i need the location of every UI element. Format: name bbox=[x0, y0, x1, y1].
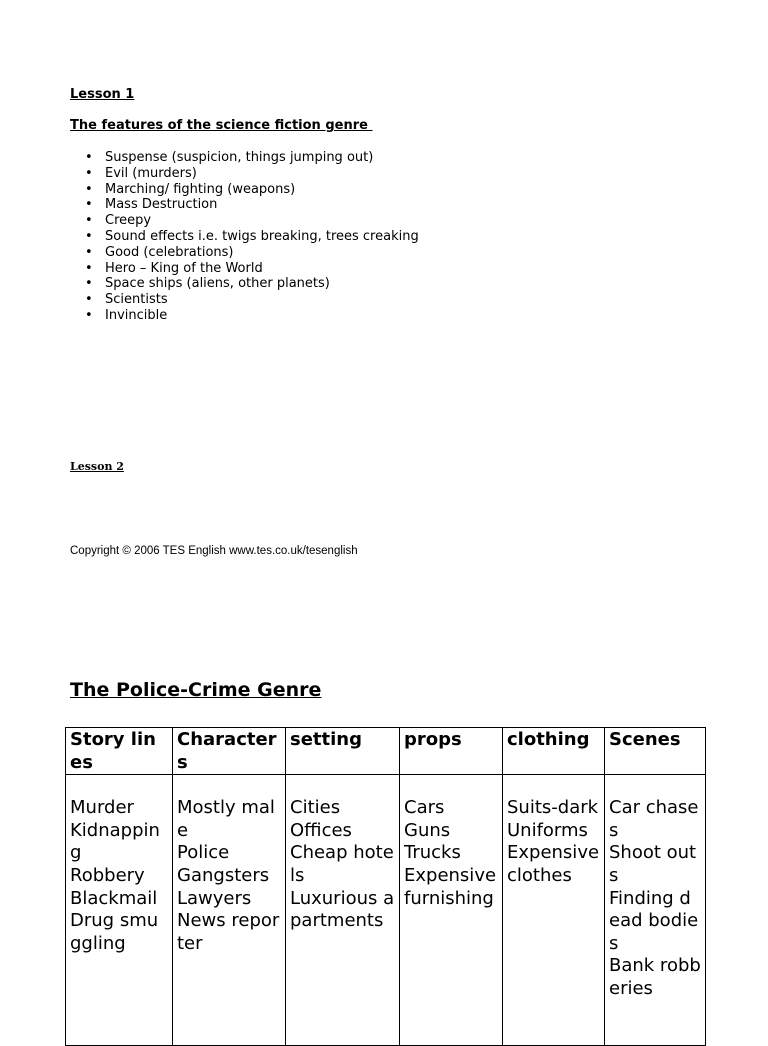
cell-item: Suits-dark bbox=[507, 797, 599, 819]
column-header-clothing: clothing bbox=[503, 728, 605, 775]
column-header-story-lines: Story lines bbox=[66, 728, 173, 775]
police-crime-genre-table bbox=[65, 727, 706, 1046]
list-item: • Evil (murders) bbox=[105, 166, 419, 182]
cell-item: Gangsters bbox=[177, 864, 270, 886]
props-cell bbox=[400, 775, 503, 1046]
cell-item: Expensive furnishing bbox=[404, 864, 497, 909]
police-crime-genre-title: The Police-Crime Genre bbox=[70, 679, 322, 701]
clothing-cell bbox=[503, 775, 605, 1046]
list-item: • Creepy bbox=[105, 213, 419, 229]
cell-item: Drug smuggling bbox=[70, 910, 159, 954]
story-lines-cell bbox=[66, 775, 173, 1046]
list-item: • Hero – King of the World bbox=[105, 261, 419, 277]
table-header-row bbox=[66, 728, 706, 775]
list-item: • Sound effects i.e. twigs breaking, trees creaking bbox=[105, 229, 419, 245]
cell-item: Lawyers bbox=[177, 887, 252, 909]
list-item: • Marching/ fighting (weapons) bbox=[105, 182, 419, 198]
cell-item: Car chases bbox=[609, 797, 699, 841]
column-header-characters: Characters bbox=[173, 728, 286, 775]
list-item: • Good (celebrations) bbox=[105, 245, 419, 261]
cell-item: Trucks bbox=[404, 842, 461, 864]
characters-cell bbox=[173, 775, 286, 1046]
table-row bbox=[66, 775, 706, 1046]
cell-item: Guns bbox=[404, 819, 451, 841]
cell-item: Expensive clothes bbox=[507, 842, 600, 886]
cell-item: Robbery bbox=[70, 864, 145, 886]
column-header-props: props bbox=[400, 728, 503, 775]
copyright-notice: Copyright © 2006 TES English www.tes.co.uk/tesenglish bbox=[70, 545, 358, 557]
cell-item: Bank robberies bbox=[609, 955, 701, 999]
cell-item: Police bbox=[177, 842, 230, 864]
list-item: • Mass Destruction bbox=[105, 197, 419, 213]
list-item: • Invincible bbox=[105, 308, 419, 324]
cell-item: Luxurious apartments bbox=[290, 887, 395, 932]
list-item: • Suspense (suspicion, things jumping out) bbox=[105, 150, 419, 166]
cell-item: Kidnapping bbox=[70, 819, 160, 864]
cell-item: Offices bbox=[290, 819, 352, 841]
cell-item: Uniforms bbox=[507, 819, 588, 841]
column-header-setting: setting bbox=[286, 728, 400, 775]
cell-item: Cities bbox=[290, 797, 341, 819]
cell-item: Shoot outs bbox=[609, 842, 697, 886]
list-item: • Space ships (aliens, other planets) bbox=[105, 276, 419, 292]
cell-item: Finding dead bodies bbox=[609, 887, 699, 954]
scenes-cell bbox=[605, 775, 706, 1046]
lesson-2-heading: Lesson 2 bbox=[70, 460, 124, 473]
cell-item: News reporter bbox=[177, 910, 280, 954]
sci-fi-features-heading: The features of the science fiction genre bbox=[70, 118, 373, 133]
list-item: • Scientists bbox=[105, 292, 419, 308]
cell-item: Mostly male bbox=[177, 797, 275, 841]
setting-cell bbox=[286, 775, 400, 1046]
lesson-1-heading: Lesson 1 bbox=[70, 87, 135, 102]
cell-item: Cars bbox=[404, 797, 445, 819]
column-header-scenes: Scenes bbox=[605, 728, 706, 775]
cell-item: Blackmail bbox=[70, 887, 158, 909]
sci-fi-features-list bbox=[70, 150, 419, 324]
cell-item: Murder bbox=[70, 797, 134, 819]
cell-item: Cheap hotels bbox=[290, 842, 394, 886]
